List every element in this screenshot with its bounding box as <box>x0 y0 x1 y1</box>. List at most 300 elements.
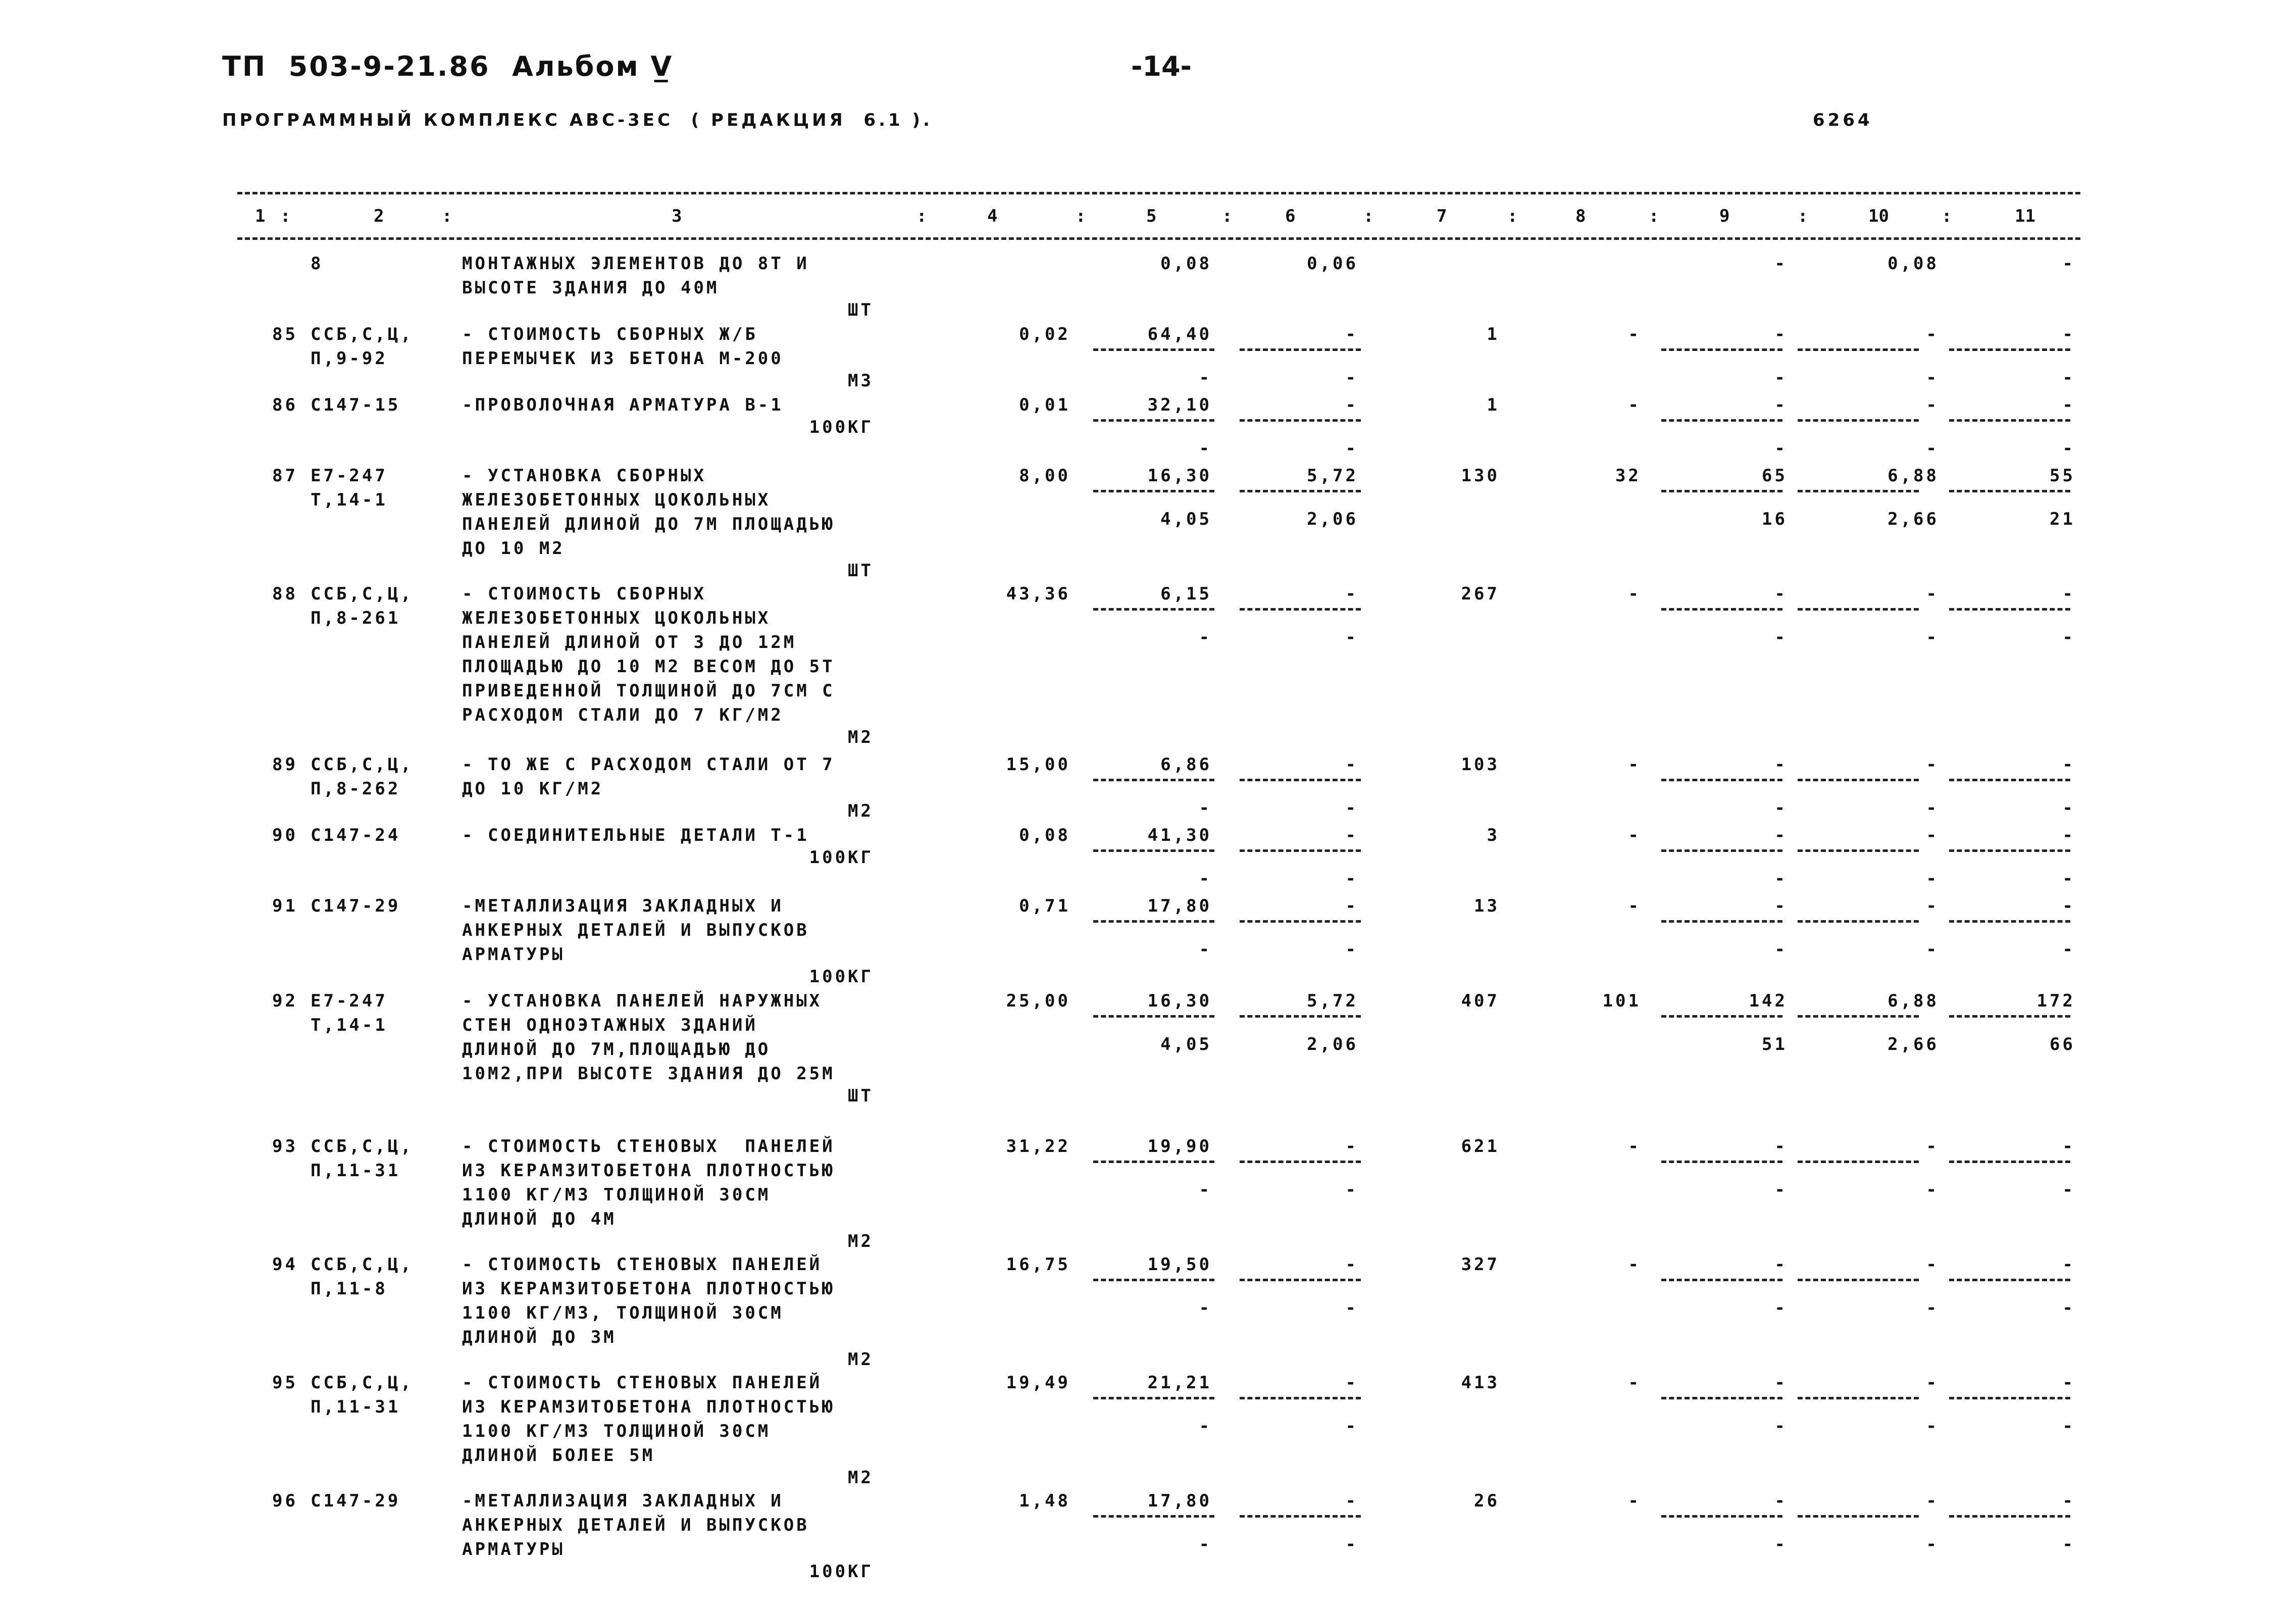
work-description: -МЕТАЛЛИЗАЦИЯ ЗАКЛАДНЫХ И <box>462 896 784 916</box>
quantity: 0,71 <box>1019 896 1070 916</box>
unit-price: 64,40 <box>1147 324 1212 344</box>
row-number: 95 <box>272 1373 298 1393</box>
quantity: 16,75 <box>1006 1254 1070 1275</box>
unit-wage-secondary: - <box>1345 869 1358 889</box>
labor-hours: 6,88 <box>1887 466 1939 486</box>
subtotal-rule <box>1093 920 1214 923</box>
subtotal-rule <box>1093 490 1214 492</box>
labor-hours-secondary: - <box>1926 1416 1939 1436</box>
unit-of-measure: 100КГ <box>809 967 874 987</box>
row-number: 85 <box>272 324 298 344</box>
norm-code: С147-29 <box>311 1491 401 1511</box>
labor-hours-secondary: 2,66 <box>1887 1034 1939 1054</box>
unit-price: 17,80 <box>1147 1491 1212 1511</box>
norm-code: П,8-261 <box>311 608 401 628</box>
subtotal-rule <box>1661 1161 1782 1163</box>
unit-wage: 5,72 <box>1307 466 1358 486</box>
unit-price: 16,30 <box>1147 466 1212 486</box>
work-description: - СТОИМОСТЬ СТЕНОВЫХ ПАНЕЛЕЙ <box>462 1254 823 1275</box>
unit-price-secondary: - <box>1199 939 1212 960</box>
subtotal-rule <box>1093 1515 1214 1518</box>
norm-code: 8 <box>311 254 324 274</box>
total-wage: - <box>1628 754 1641 775</box>
column-separator: : <box>1942 206 1952 226</box>
unit-wage-secondary: - <box>1345 627 1358 647</box>
labor-total-secondary: 66 <box>2050 1034 2075 1054</box>
labor-total: - <box>2062 1136 2075 1156</box>
labor-hours-secondary: - <box>1926 1534 1939 1554</box>
work-description: 10М2,ПРИ ВЫСОТЕ ЗДАНИЯ ДО 25М <box>462 1064 835 1084</box>
machine-cost: - <box>1774 896 1788 916</box>
quantity: 25,00 <box>1006 991 1070 1011</box>
subtotal-rule <box>1240 920 1361 923</box>
labor-total-secondary: - <box>2062 798 2075 818</box>
labor-hours-secondary: - <box>1926 1180 1939 1200</box>
unit-price-secondary: - <box>1199 438 1212 459</box>
labor-hours-secondary: - <box>1926 1298 1939 1318</box>
machine-cost-secondary: - <box>1774 368 1788 388</box>
subtotal-rule <box>1093 849 1214 852</box>
page-number: -14- <box>1131 51 1192 82</box>
norm-code: ССБ,С,Ц, <box>311 584 414 604</box>
total-wage: - <box>1628 1254 1641 1275</box>
labor-hours-secondary: - <box>1926 869 1939 889</box>
row-number: 90 <box>272 825 298 845</box>
column-header: 9 <box>1719 206 1730 226</box>
work-description: ИЗ КЕРАМЗИТОБЕТОНА ПЛОТНОСТЬЮ <box>462 1279 835 1299</box>
norm-code: ССБ,С,Ц, <box>311 1373 414 1393</box>
subtotal-rule <box>1240 1161 1361 1163</box>
work-description: МОНТАЖНЫХ ЭЛЕМЕНТОВ ДО 8Т И <box>462 254 809 274</box>
subtotal-rule <box>1240 419 1361 422</box>
subtotal-rule <box>1798 1397 1919 1399</box>
work-description: 1100 КГ/М3 ТОЛЩИНОЙ 30СМ <box>462 1421 771 1441</box>
total-cost: 1 <box>1487 324 1500 344</box>
subtotal-rule <box>1661 348 1782 351</box>
row-number: 96 <box>272 1491 298 1511</box>
column-separator: : <box>1507 206 1518 226</box>
total-cost: 13 <box>1474 896 1500 916</box>
unit-price: 17,80 <box>1147 896 1212 916</box>
work-description: ДО 10 М2 <box>462 538 565 559</box>
unit-price: 19,50 <box>1147 1254 1212 1275</box>
work-description: - СОЕДИНИТЕЛЬНЫЕ ДЕТАЛИ Т-1 <box>462 825 809 845</box>
labor-hours-secondary: - <box>1926 627 1939 647</box>
column-header: 6 <box>1285 206 1296 226</box>
subtotal-rule <box>1949 348 2070 351</box>
total-cost: 3 <box>1487 825 1500 845</box>
work-description: 1100 КГ/М3, ТОЛЩИНОЙ 30СМ <box>462 1303 784 1323</box>
work-description: ДЛИНОЙ ДО 4М <box>462 1209 617 1229</box>
labor-total: - <box>2062 1491 2075 1511</box>
labor-total-secondary: - <box>2062 438 2075 459</box>
unit-of-measure: М2 <box>848 727 874 747</box>
column-separator: : <box>280 206 291 226</box>
unit-wage: - <box>1345 324 1358 344</box>
total-cost: 621 <box>1461 1136 1500 1156</box>
total-wage: - <box>1628 1491 1641 1511</box>
machine-cost: - <box>1774 324 1788 344</box>
subtotal-rule <box>1240 1397 1361 1399</box>
unit-price: 0,08 <box>1160 254 1212 274</box>
unit-of-measure: М2 <box>848 1468 874 1488</box>
subtotal-rule <box>1240 348 1361 351</box>
labor-total-secondary: - <box>2062 1180 2075 1200</box>
total-cost: 267 <box>1461 584 1500 604</box>
machine-cost-secondary: - <box>1774 627 1788 647</box>
labor-hours-secondary: 2,66 <box>1887 509 1939 529</box>
unit-price: 21,21 <box>1147 1373 1212 1393</box>
machine-cost: - <box>1774 584 1788 604</box>
machine-cost: - <box>1774 1491 1788 1511</box>
work-description: СТЕН ОДНОЭТАЖНЫХ ЗДАНИЙ <box>462 1015 758 1035</box>
labor-total: - <box>2062 1254 2075 1275</box>
subtotal-rule <box>1093 1397 1214 1399</box>
subtotal-rule <box>1240 849 1361 852</box>
subtotal-rule <box>1240 1515 1361 1518</box>
unit-price: 41,30 <box>1147 825 1212 845</box>
norm-code: С147-24 <box>311 825 401 845</box>
quantity: 31,22 <box>1006 1136 1070 1156</box>
labor-hours: 6,88 <box>1887 991 1939 1011</box>
machine-cost: - <box>1774 395 1788 415</box>
unit-wage-secondary: 2,06 <box>1307 1034 1358 1054</box>
row-number: 91 <box>272 896 298 916</box>
row-number: 88 <box>272 584 298 604</box>
labor-total-secondary: - <box>2062 939 2075 960</box>
subtotal-rule <box>1240 1279 1361 1281</box>
unit-wage: - <box>1345 1491 1358 1511</box>
unit-of-measure: М2 <box>848 801 874 821</box>
machine-cost-secondary: 51 <box>1762 1034 1788 1054</box>
subtotal-rule <box>1949 1515 2070 1518</box>
table-top-rule <box>237 192 2080 194</box>
subtotal-rule <box>1093 1161 1214 1163</box>
work-description: - СТОИМОСТЬ СБОРНЫХ Ж/Б <box>462 324 758 344</box>
work-description: ЖЕЛЕЗОБЕТОННЫХ ЦОКОЛЬНЫХ <box>462 608 771 628</box>
labor-total-secondary: - <box>2062 627 2075 647</box>
total-wage: - <box>1628 1136 1641 1156</box>
column-separator: : <box>1076 206 1086 226</box>
table-header-rule <box>237 237 2080 240</box>
labor-total-secondary: 21 <box>2050 509 2075 529</box>
unit-of-measure: ШТ <box>848 300 874 320</box>
quantity: 43,36 <box>1006 584 1070 604</box>
labor-total: 55 <box>2050 466 2075 486</box>
machine-cost: - <box>1774 1254 1788 1275</box>
work-description: ИЗ КЕРАМЗИТОБЕТОНА ПЛОТНОСТЬЮ <box>462 1397 835 1417</box>
labor-total: 172 <box>2036 991 2075 1011</box>
labor-total: - <box>2062 254 2075 274</box>
subtotal-rule <box>1798 920 1919 923</box>
subtotal-rule <box>1798 1015 1919 1018</box>
labor-hours-secondary: - <box>1926 368 1939 388</box>
unit-wage: - <box>1345 1373 1358 1393</box>
subtotal-rule <box>1949 1397 2070 1399</box>
labor-total: - <box>2062 395 2075 415</box>
work-description: ДЛИНОЙ ДО 7М,ПЛОЩАДЬЮ ДО <box>462 1039 771 1060</box>
quantity: 1,48 <box>1019 1491 1070 1511</box>
subtotal-rule <box>1798 849 1919 852</box>
labor-total: - <box>2062 584 2075 604</box>
machine-cost-secondary: - <box>1774 869 1788 889</box>
machine-cost: - <box>1774 754 1788 775</box>
unit-wage: - <box>1345 1254 1358 1275</box>
subtotal-rule <box>1798 608 1919 611</box>
total-wage: - <box>1628 324 1641 344</box>
subtotal-rule <box>1949 920 2070 923</box>
program-subtitle: ПРОГРАММНЫЙ КОМПЛЕКС АВС-3ЕС ( РЕДАКЦИЯ 6.1 ). <box>222 110 933 130</box>
norm-code: П,8-262 <box>311 779 401 799</box>
work-description: - СТОИМОСТЬ СТЕНОВЫХ ПАНЕЛЕЙ <box>462 1136 835 1156</box>
machine-cost-secondary: - <box>1774 1534 1788 1554</box>
labor-hours-secondary: - <box>1926 939 1939 960</box>
machine-cost: - <box>1774 1136 1788 1156</box>
work-description: ДЛИНОЙ БОЛЕЕ 5М <box>462 1445 655 1466</box>
column-header: 11 <box>2015 206 2035 226</box>
total-wage: 32 <box>1615 466 1641 486</box>
quantity: 19,49 <box>1006 1373 1070 1393</box>
labor-total-secondary: - <box>2062 1534 2075 1554</box>
subtotal-rule <box>1949 490 2070 492</box>
work-description: ПЕРЕМЫЧЕК ИЗ БЕТОНА М-200 <box>462 348 784 369</box>
quantity: 0,08 <box>1019 825 1070 845</box>
row-number: 92 <box>272 991 298 1011</box>
work-description: ЖЕЛЕЗОБЕТОННЫХ ЦОКОЛЬНЫХ <box>462 490 771 510</box>
work-description: ВЫСОТЕ ЗДАНИЯ ДО 40М <box>462 278 720 298</box>
norm-code: Е7-247 <box>311 466 388 486</box>
work-description: -ПРОВОЛОЧНАЯ АРМАТУРА В-1 <box>462 395 784 415</box>
machine-cost: - <box>1774 1373 1788 1393</box>
total-wage: - <box>1628 896 1641 916</box>
subtotal-rule <box>1949 1015 2070 1018</box>
work-description: - ТО ЖЕ С РАСХОДОМ СТАЛИ ОТ 7 <box>462 754 835 775</box>
column-header: 10 <box>1868 206 1889 226</box>
subtotal-rule <box>1949 1161 2070 1163</box>
labor-hours: - <box>1926 1136 1939 1156</box>
machine-cost: - <box>1774 825 1788 845</box>
unit-price-secondary: - <box>1199 1298 1212 1318</box>
unit-wage: - <box>1345 395 1358 415</box>
unit-wage: 5,72 <box>1307 991 1358 1011</box>
subtotal-rule <box>1798 1515 1919 1518</box>
total-wage: - <box>1628 825 1641 845</box>
total-cost: 413 <box>1461 1373 1500 1393</box>
unit-price: 6,86 <box>1160 754 1212 775</box>
subtotal-rule <box>1093 1279 1214 1281</box>
labor-total: - <box>2062 896 2075 916</box>
subtotal-rule <box>1798 348 1919 351</box>
subtotal-rule <box>1661 1397 1782 1399</box>
quantity: 8,00 <box>1019 466 1070 486</box>
total-cost: 103 <box>1461 754 1500 775</box>
unit-wage: - <box>1345 1136 1358 1156</box>
labor-hours: - <box>1926 896 1939 916</box>
unit-of-measure: М3 <box>848 371 874 391</box>
norm-code: Т,14-1 <box>311 1015 388 1035</box>
labor-hours: - <box>1926 584 1939 604</box>
norm-code: Т,14-1 <box>311 490 388 510</box>
column-header: 2 <box>374 206 384 226</box>
total-wage: - <box>1628 395 1641 415</box>
column-header: 5 <box>1146 206 1157 226</box>
subtotal-rule <box>1240 608 1361 611</box>
unit-wage-secondary: - <box>1345 1416 1358 1436</box>
subtotal-rule <box>1798 1279 1919 1281</box>
total-cost: 130 <box>1461 466 1500 486</box>
document-header: ТП 503-9-21.86 Альбом V̲ <box>222 51 674 82</box>
subtotal-rule <box>1661 1015 1782 1018</box>
total-cost: 327 <box>1461 1254 1500 1275</box>
work-description: ПАНЕЛЕЙ ДЛИНОЙ ОТ 3 ДО 12М <box>462 632 797 652</box>
unit-price-secondary: - <box>1199 368 1212 388</box>
subtotal-rule <box>1661 1279 1782 1281</box>
column-separator: : <box>1649 206 1659 226</box>
unit-of-measure: ШТ <box>848 1086 874 1106</box>
quantity: 0,02 <box>1019 324 1070 344</box>
unit-wage-secondary: - <box>1345 798 1358 818</box>
labor-hours: - <box>1926 324 1939 344</box>
subtotal-rule <box>1661 779 1782 781</box>
labor-hours: - <box>1926 1373 1939 1393</box>
subtotal-rule <box>1661 920 1782 923</box>
work-description: АРМАТУРЫ <box>462 1539 565 1559</box>
subtotal-rule <box>1093 1015 1214 1018</box>
machine-cost: 142 <box>1749 991 1788 1011</box>
labor-hours: - <box>1926 754 1939 775</box>
work-description: ДЛИНОЙ ДО 3М <box>462 1327 617 1347</box>
unit-wage: - <box>1345 754 1358 775</box>
work-description: - СТОИМОСТЬ СТЕНОВЫХ ПАНЕЛЕЙ <box>462 1373 823 1393</box>
norm-code: ССБ,С,Ц, <box>311 324 414 344</box>
column-separator: : <box>442 206 452 226</box>
work-description: ПАНЕЛЕЙ ДЛИНОЙ ДО 7М ПЛОЩАДЬЮ <box>462 514 835 534</box>
subtotal-rule <box>1661 490 1782 492</box>
unit-of-measure: ШТ <box>848 561 874 581</box>
unit-wage: - <box>1345 825 1358 845</box>
labor-hours: - <box>1926 1254 1939 1275</box>
subtotal-rule <box>1798 490 1919 492</box>
unit-price: 6,15 <box>1160 584 1212 604</box>
work-description: -МЕТАЛЛИЗАЦИЯ ЗАКЛАДНЫХ И <box>462 1491 784 1511</box>
column-header: 3 <box>672 206 682 226</box>
unit-wage-secondary: - <box>1345 438 1358 459</box>
column-header: 4 <box>987 206 998 226</box>
unit-of-measure: 100КГ <box>809 417 874 437</box>
subtotal-rule <box>1949 419 2070 422</box>
subtotal-rule <box>1949 849 2070 852</box>
subtotal-rule <box>1093 348 1214 351</box>
labor-hours-secondary: - <box>1926 798 1939 818</box>
work-description: РАСХОДОМ СТАЛИ ДО 7 КГ/М2 <box>462 705 784 725</box>
unit-wage: - <box>1345 584 1358 604</box>
unit-price-secondary: - <box>1199 1416 1212 1436</box>
unit-price-secondary: - <box>1199 798 1212 818</box>
work-description: АНКЕРНЫХ ДЕТАЛЕЙ И ВЫПУСКОВ <box>462 920 809 940</box>
column-separator: : <box>916 206 927 226</box>
total-wage: 101 <box>1602 991 1641 1011</box>
unit-wage-secondary: - <box>1345 1298 1358 1318</box>
norm-code: П,11-31 <box>311 1397 401 1417</box>
unit-wage-secondary: - <box>1345 368 1358 388</box>
unit-wage: - <box>1345 896 1358 916</box>
labor-hours: 0,08 <box>1887 254 1939 274</box>
unit-price-secondary: - <box>1199 1534 1212 1554</box>
column-separator: : <box>1798 206 1808 226</box>
subtotal-rule <box>1661 1515 1782 1518</box>
work-description: - СТОИМОСТЬ СБОРНЫХ <box>462 584 706 604</box>
machine-cost-secondary: - <box>1774 939 1788 960</box>
column-header: 7 <box>1437 206 1447 226</box>
norm-code: ССБ,С,Ц, <box>311 754 414 775</box>
machine-cost-secondary: - <box>1774 1180 1788 1200</box>
unit-wage-secondary: - <box>1345 1534 1358 1554</box>
subtotal-rule <box>1949 608 2070 611</box>
subtotal-rule <box>1240 1015 1361 1018</box>
machine-cost-secondary: 16 <box>1762 509 1788 529</box>
document-code: 6264 <box>1813 110 1873 130</box>
unit-wage: 0,06 <box>1307 254 1358 274</box>
row-number: 94 <box>272 1254 298 1275</box>
total-wage: - <box>1628 584 1641 604</box>
norm-code: П,11-31 <box>311 1161 401 1181</box>
subtotal-rule <box>1949 779 2070 781</box>
work-description: ИЗ КЕРАМЗИТОБЕТОНА ПЛОТНОСТЬЮ <box>462 1161 835 1181</box>
labor-total: - <box>2062 1373 2075 1393</box>
labor-hours-secondary: - <box>1926 438 1939 459</box>
machine-cost-secondary: - <box>1774 1298 1788 1318</box>
machine-cost-secondary: - <box>1774 1416 1788 1436</box>
column-separator: : <box>1222 206 1233 226</box>
subtotal-rule <box>1093 608 1214 611</box>
work-description: 1100 КГ/М3 ТОЛЩИНОЙ 30СМ <box>462 1185 771 1205</box>
work-description: АНКЕРНЫХ ДЕТАЛЕЙ И ВЫПУСКОВ <box>462 1515 809 1535</box>
norm-code: Е7-247 <box>311 991 388 1011</box>
subtotal-rule <box>1661 849 1782 852</box>
labor-total-secondary: - <box>2062 1416 2075 1436</box>
labor-total-secondary: - <box>2062 1298 2075 1318</box>
unit-of-measure: 100КГ <box>809 1562 874 1582</box>
norm-code: С147-15 <box>311 395 401 415</box>
norm-code: ССБ,С,Ц, <box>311 1254 414 1275</box>
unit-wage-secondary: - <box>1345 939 1358 960</box>
subtotal-rule <box>1093 419 1214 422</box>
work-description: ПРИВЕДЕННОЙ ТОЛЩИНОЙ ДО 7СМ С <box>462 681 835 701</box>
labor-total: - <box>2062 754 2075 775</box>
subtotal-rule <box>1240 490 1361 492</box>
labor-total: - <box>2062 324 2075 344</box>
unit-price: 32,10 <box>1147 395 1212 415</box>
subtotal-rule <box>1798 1161 1919 1163</box>
row-number: 87 <box>272 466 298 486</box>
work-description: ПЛОЩАДЬЮ ДО 10 М2 ВЕСОМ ДО 5Т <box>462 657 835 677</box>
total-cost: 407 <box>1461 991 1500 1011</box>
labor-hours: - <box>1926 395 1939 415</box>
subtotal-rule <box>1240 779 1361 781</box>
machine-cost: 65 <box>1762 466 1788 486</box>
total-cost: 26 <box>1474 1491 1500 1511</box>
work-description: - УСТАНОВКА ПАНЕЛЕЙ НАРУЖНЫХ <box>462 991 823 1011</box>
machine-cost: - <box>1774 254 1788 274</box>
unit-of-measure: М2 <box>848 1349 874 1370</box>
labor-total-secondary: - <box>2062 869 2075 889</box>
unit-price-secondary: - <box>1199 627 1212 647</box>
unit-wage-secondary: - <box>1345 1180 1358 1200</box>
total-cost: 1 <box>1487 395 1500 415</box>
labor-hours: - <box>1926 825 1939 845</box>
column-header: 8 <box>1575 206 1586 226</box>
norm-code: П,11-8 <box>311 1279 388 1299</box>
